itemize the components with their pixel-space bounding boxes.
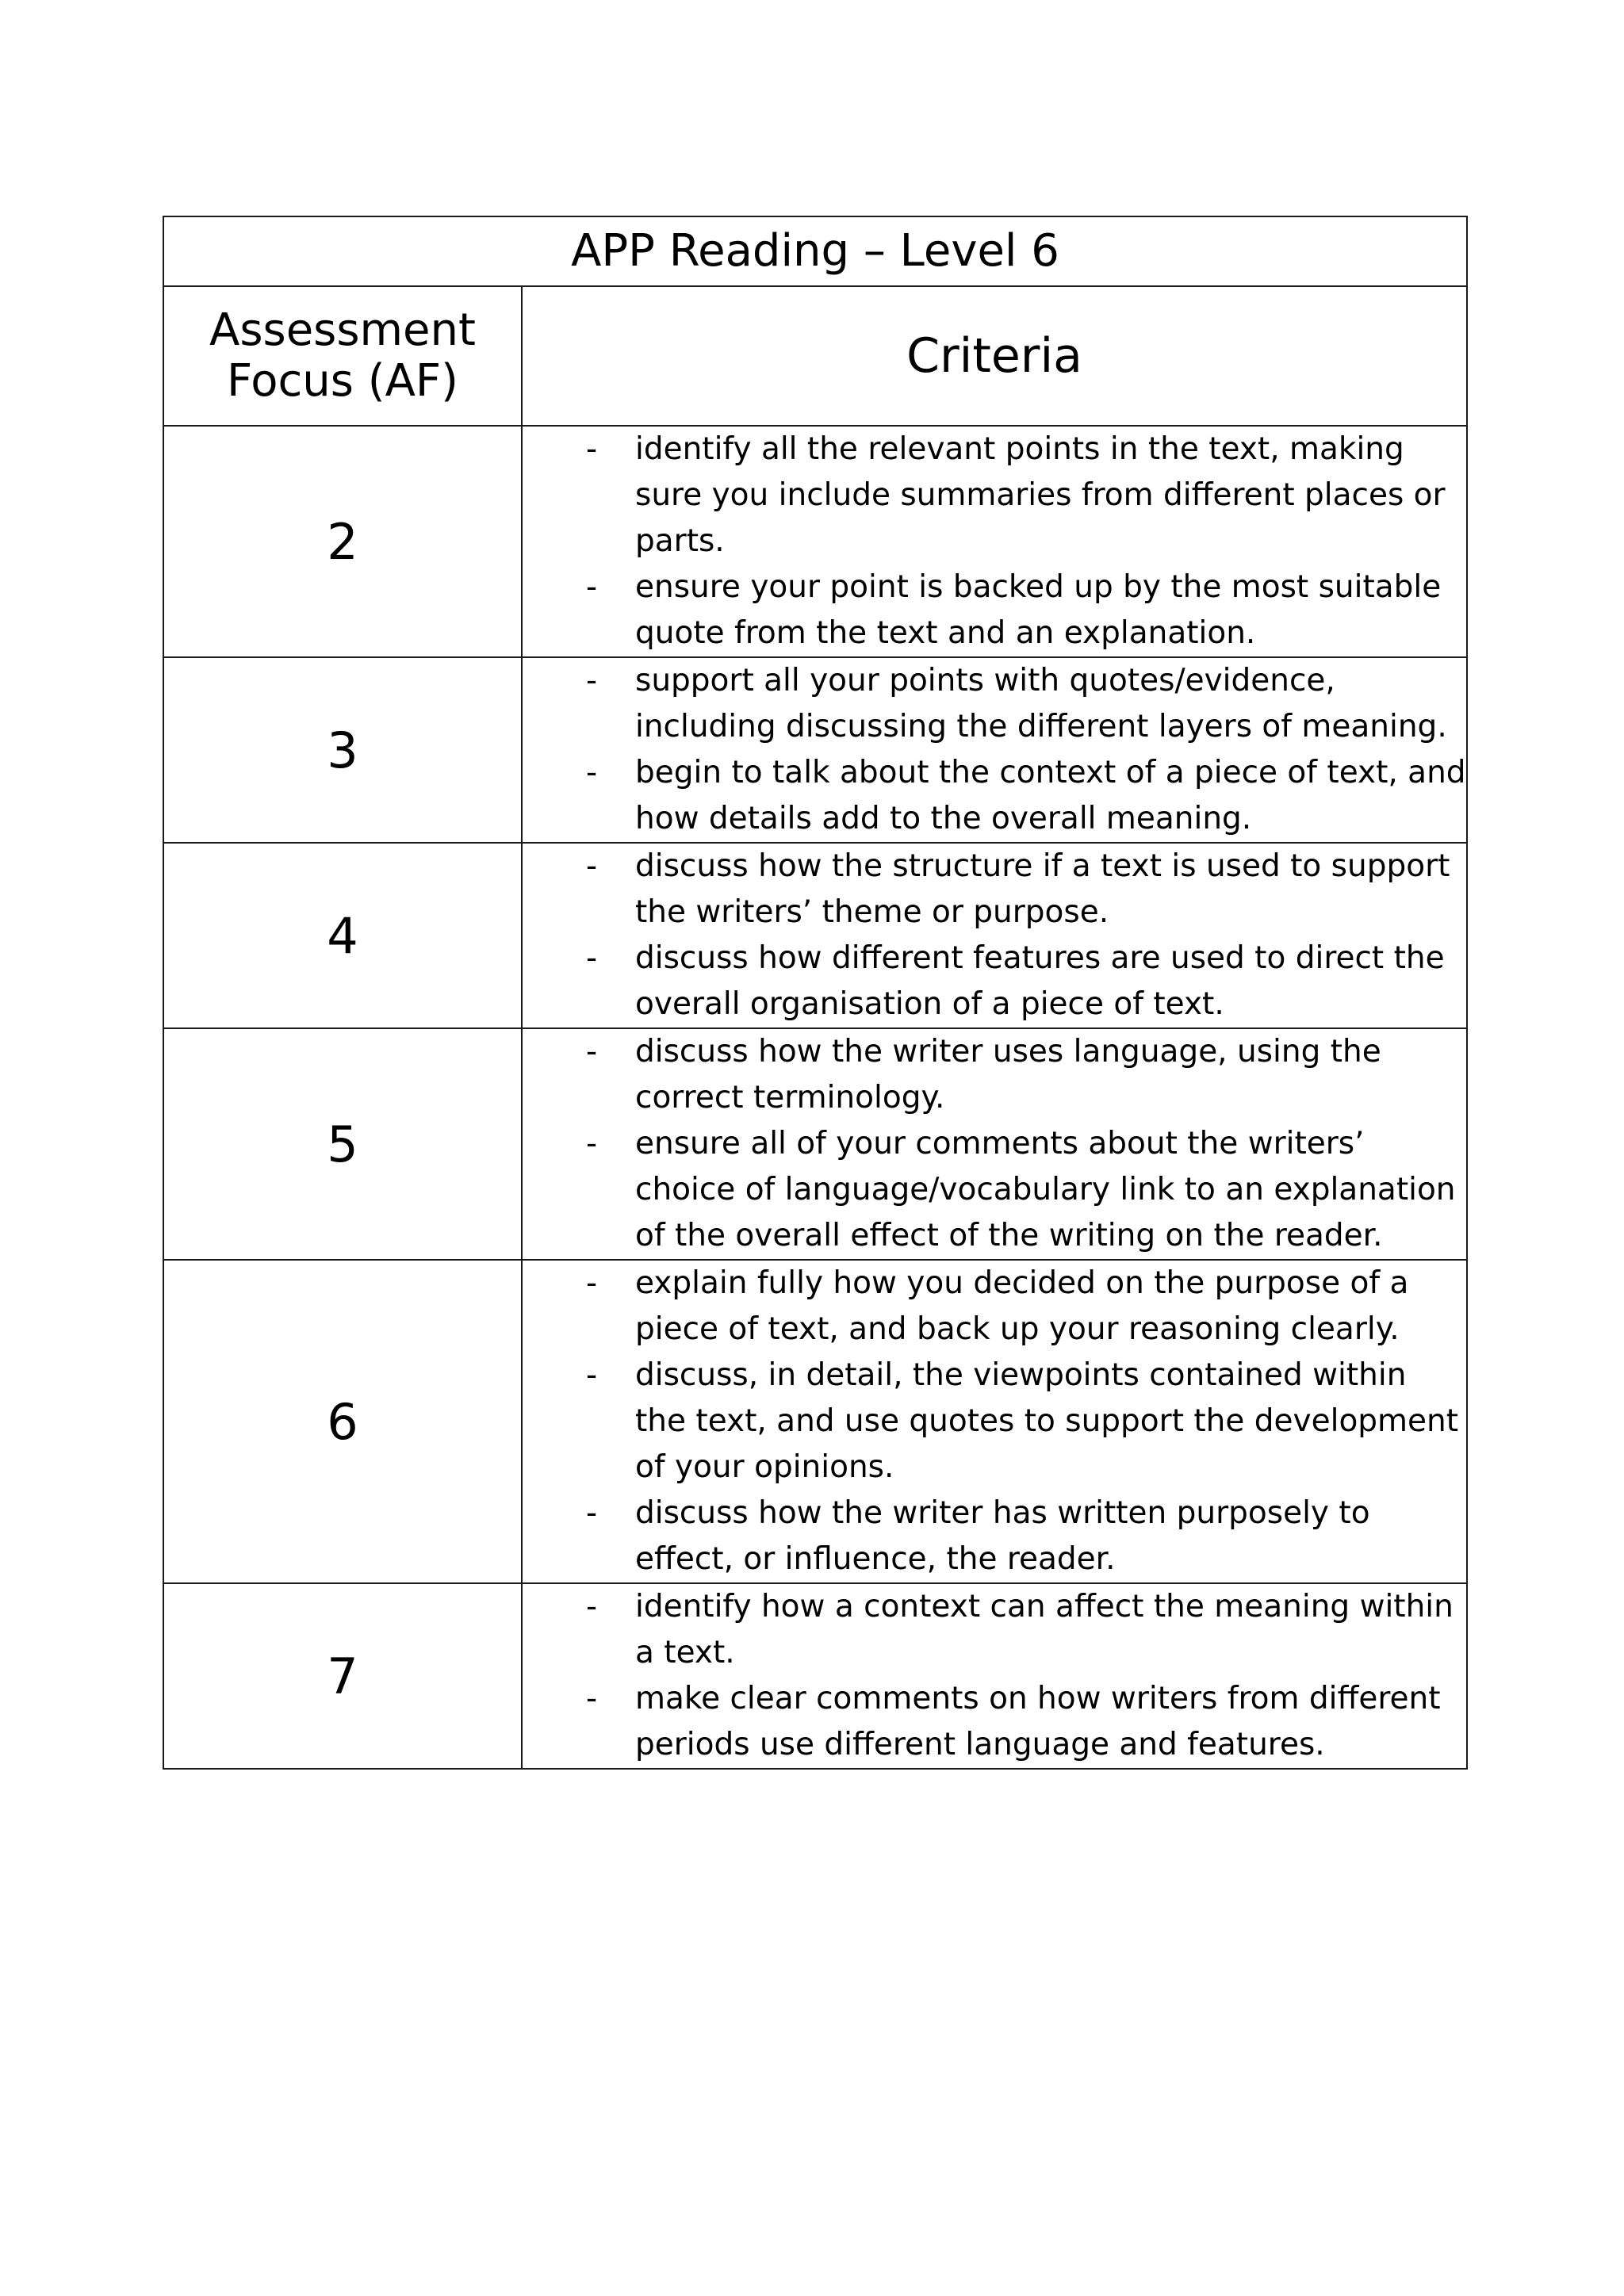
criteria-text: discuss how the structure if a text is used to support the writers’ theme or purpose. (635, 848, 1450, 930)
bullet-dash: - (586, 663, 598, 698)
table-title: APP Reading – Level 6 (163, 216, 1467, 286)
criteria-item (523, 427, 1466, 564)
table-row (163, 1028, 1467, 1260)
criteria-item (523, 1029, 1466, 1121)
criteria-list (523, 1029, 1466, 1259)
criteria-item (523, 1676, 1466, 1768)
bullet-dash: - (586, 1589, 598, 1624)
table-row (163, 1260, 1467, 1583)
criteria-text: support all your points with quotes/evidence, including discussing the different layers of meaning. (635, 663, 1447, 744)
title-row (163, 216, 1467, 286)
header-criteria: Criteria (522, 286, 1467, 426)
af-number: 7 (163, 1583, 522, 1769)
criteria-cell (522, 426, 1467, 657)
af-number: 3 (163, 657, 522, 843)
criteria-text: make clear comments on how writers from different periods use different language and features. (635, 1681, 1441, 1762)
bullet-dash: - (586, 1265, 598, 1301)
criteria-text: discuss how different features are used to direct the overall organisation of a piece of text. (635, 940, 1445, 1022)
criteria-text: explain fully how you decided on the purpose of a piece of text, and back up your reasoning clearly. (635, 1265, 1409, 1347)
bullet-dash: - (586, 1495, 598, 1531)
criteria-list (523, 1261, 1466, 1582)
bullet-dash: - (586, 1357, 598, 1393)
af-number: 4 (163, 843, 522, 1028)
criteria-cell (522, 657, 1467, 843)
criteria-text: discuss how the writer has written purposely to effect, or influence, the reader. (635, 1495, 1370, 1577)
af-number: 5 (163, 1028, 522, 1260)
criteria-cell (522, 1260, 1467, 1583)
criteria-list (523, 1584, 1466, 1768)
criteria-item (523, 1121, 1466, 1259)
table-row (163, 1583, 1467, 1769)
criteria-item (523, 658, 1466, 750)
af-number: 6 (163, 1260, 522, 1583)
criteria-item (523, 1490, 1466, 1582)
criteria-item (523, 844, 1466, 936)
criteria-item (523, 564, 1466, 656)
table-row (163, 657, 1467, 843)
bullet-dash: - (586, 431, 598, 467)
criteria-text: discuss how the writer uses language, using the correct terminology. (635, 1034, 1381, 1115)
criteria-list (523, 427, 1466, 656)
criteria-item (523, 750, 1466, 842)
af-number: 2 (163, 426, 522, 657)
table-row (163, 426, 1467, 657)
bullet-dash: - (586, 755, 598, 790)
criteria-text: discuss, in detail, the viewpoints contained within the text, and use quotes to support the development of your opinions. (635, 1357, 1459, 1485)
criteria-item (523, 1261, 1466, 1353)
bullet-dash: - (586, 1034, 598, 1070)
bullet-dash: - (586, 569, 598, 605)
bullet-dash: - (586, 848, 598, 884)
bullet-dash: - (586, 1126, 598, 1161)
header-row (163, 286, 1467, 426)
criteria-item (523, 1353, 1466, 1490)
criteria-item (523, 936, 1466, 1027)
criteria-cell (522, 843, 1467, 1028)
criteria-text: identify how a context can affect the meaning within a text. (635, 1589, 1454, 1670)
criteria-list (523, 844, 1466, 1027)
criteria-text: ensure all of your comments about the writers’ choice of language/vocabulary link to an explanation of the overall effect of the writing on the reader. (635, 1126, 1456, 1253)
criteria-item (523, 1584, 1466, 1676)
criteria-list (523, 658, 1466, 842)
bullet-dash: - (586, 1681, 598, 1716)
criteria-text: ensure your point is backed up by the most suitable quote from the text and an explanation. (635, 569, 1442, 651)
table-row (163, 843, 1467, 1028)
app-reading-table (163, 216, 1468, 1770)
criteria-text: identify all the relevant points in the text, making sure you include summaries from different places or parts. (635, 431, 1446, 559)
bullet-dash: - (586, 940, 598, 976)
criteria-cell (522, 1028, 1467, 1260)
criteria-text: begin to talk about the context of a piece of text, and how details add to the overall meaning. (635, 755, 1466, 836)
header-assessment-focus: Assessment Focus (AF) (163, 286, 522, 426)
criteria-cell (522, 1583, 1467, 1769)
